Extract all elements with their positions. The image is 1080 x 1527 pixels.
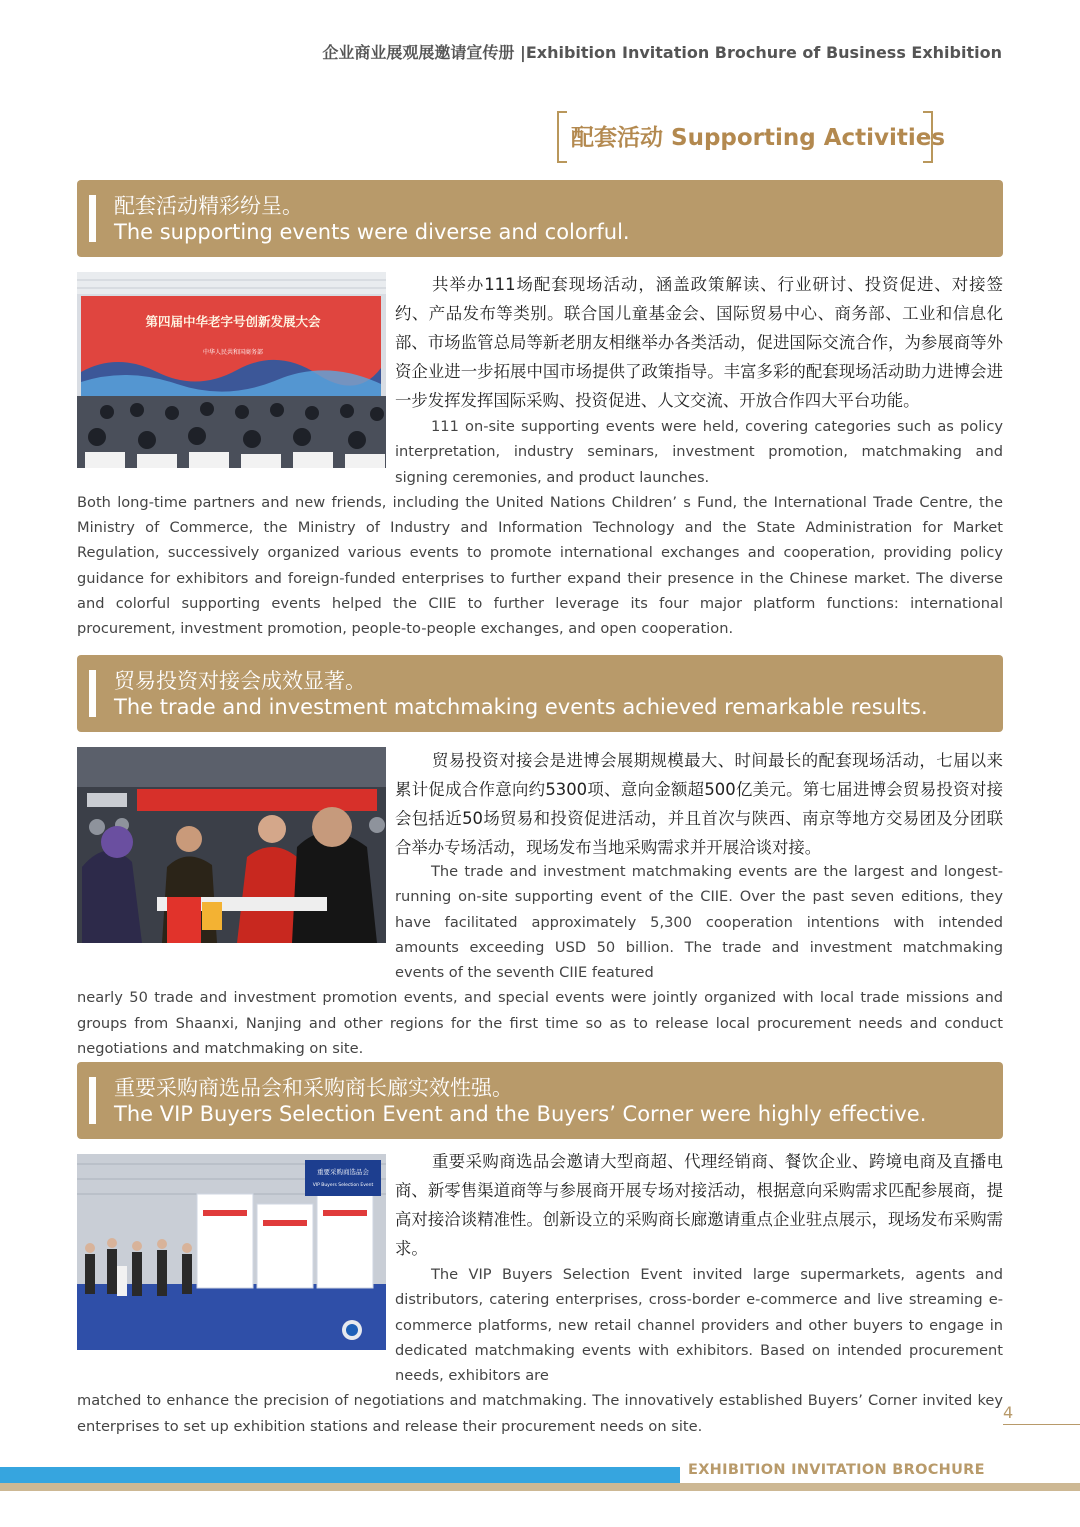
bracket-right [923,111,933,163]
heading-bar [89,1077,96,1124]
page-number-rule [1003,1424,1080,1425]
section-title [557,111,946,161]
block-2-body-en-head: The trade and investment matchmaking events are the largest and longest-running on-site supporting event of the CIIE. Over the past seven editions, they have facilitated approximately 5,300 cooperation intentions with intended amounts exceeding USD 50 billion. The trade and investment matchmaking events of the seventh CIIE featured [395,863,1003,982]
block-3-heading-en: The VIP Buyers Selection Event and the Buyers’ Corner were highly effective. [114,1102,927,1126]
block-1-body-en-head: 111 on-site supporting events were held, covering categories such as policy interpretation, industry seminars, investment promotion, matchmaking and signing ceremonies, and product launches. [395,418,1003,486]
block-3-heading-zh: 重要采购商选品会和采购商长廊实效性强。 [114,1076,513,1100]
block-2-heading-en: The trade and investment matchmaking events achieved remarkable results. [114,695,928,719]
photo-sign-title: 重要采购商选品会 [317,1168,369,1176]
heading-bar [89,670,96,717]
footer-blue-bar [0,1467,680,1484]
page-number: 4 [1003,1403,1014,1422]
block-1-heading-zh: 配套活动精彩纷呈。 [114,194,303,218]
footer-gold-bar [0,1483,1080,1491]
block-2-heading-band [77,655,1003,732]
block-1-heading-band [77,180,1003,257]
block-2-heading-zh: 贸易投资对接会成效显著。 [114,669,366,693]
block-1-body-zh: 共举办111场配套现场活动，涵盖政策解读、行业研讨、投资促进、对接签约、产品发布等类别。联合国儿童基金会、国际贸易中心、商务部、工业和信息化部、市场监管总局等新老朋友相继举办各类活动，促进国际交流合作，为参展商等外资企业进一步拓展中国市场提供了政策指导。丰富多彩的配套现场活动助力进博会进一步发挥发挥国际采购、投资促进、人文交流、开放合作四大平台功能。 [395,275,1003,410]
block-1-heading-en: The supporting events were diverse and colorful. [114,220,630,244]
block-2-body-zh: 贸易投资对接会是进博会展期规模最大、时间最长的配套现场活动，七届以来累计促成合作意向约5300项、意向金额超500亿美元。第七届进博会贸易投资对接会包括近50场贸易和投资促进活动，并且首次与陕西、南京等地方交易团及分团联合举办专场活动，现场发布当地采购需求并开展洽谈对接。 [395,751,1003,857]
block-1-body-en-rest: Both long-time partners and new friends, including the United Nations Children’ s Fund, the International Trade Centre, the Ministry of Commerce, the Ministry of Industry and Information Technology and the State Administration for Market Regulation, successively organized various events to promote international exchanges and cooperation, providing policy guidance for exhibitors and foreign-funded enterprises to further expand their presence in the Chinese market. The diverse and colorful supporting events helped the CIIE to further leverage its four major platform functions: international procurement, investment promotion, people-to-people exchanges, and open cooperation. [77,493,1003,638]
block-3-body-en [77,1262,1003,1439]
running-header: 企业商业展观展邀请宣传册 |Exhibition Invitation Brochure of Business Exhibition [322,43,1002,62]
footer-label: EXHIBITION INVITATION BROCHURE [688,1462,985,1478]
block-3-body-zh: 重要采购商选品会邀请大型商超、代理经销商、餐饮企业、跨境电商及直播电商、新零售渠道商等与参展商开展专场对接活动，根据意向采购需求匹配参展商，提高对接洽谈精准性。创新设立的采购商长廊邀请重点企业驻点展示，现场发布采购需求。 [395,1152,1003,1258]
photo-banner-title: 第四届中华老字号创新发展大会 [145,314,321,329]
bracket-left [557,111,567,163]
section-title-text: 配套活动 Supporting Activities [571,125,946,151]
block-3-heading-band [77,1062,1003,1139]
heading-bar [89,195,96,242]
photo-banner-subtitle: 中华人民共和国商务部 [202,349,264,356]
block-2-body-en-rest: nearly 50 trade and investment promotion events, and special events were jointly organized with local trade missions and groups from Shaanxi, Nanjing and other regions for the first time so as to release local procurement needs and conduct negotiations and matchmaking on site. [77,989,1003,1058]
block-3-body-en-rest: matched to enhance the precision of negotiations and matchmaking. The innovatively established Buyers’ Corner invited key enterprises to set up exhibition stations and release their procurement needs on site. [77,1392,1003,1435]
photo-sign-en: VIP Buyers Selection Event [312,1183,374,1188]
block-1-body-en [77,414,1003,642]
block-2-body-en [77,859,1003,1061]
block-3-body-en-head: The VIP Buyers Selection Event invited large supermarkets, agents and distributors, catering enterprises, cross-border e-commerce and live streaming e-commerce platforms, new retail channel providers and other buyers to engage in dedicated matchmaking events with exhibitors. Based on intended procurement needs, exhibitors are [395,1266,1003,1385]
